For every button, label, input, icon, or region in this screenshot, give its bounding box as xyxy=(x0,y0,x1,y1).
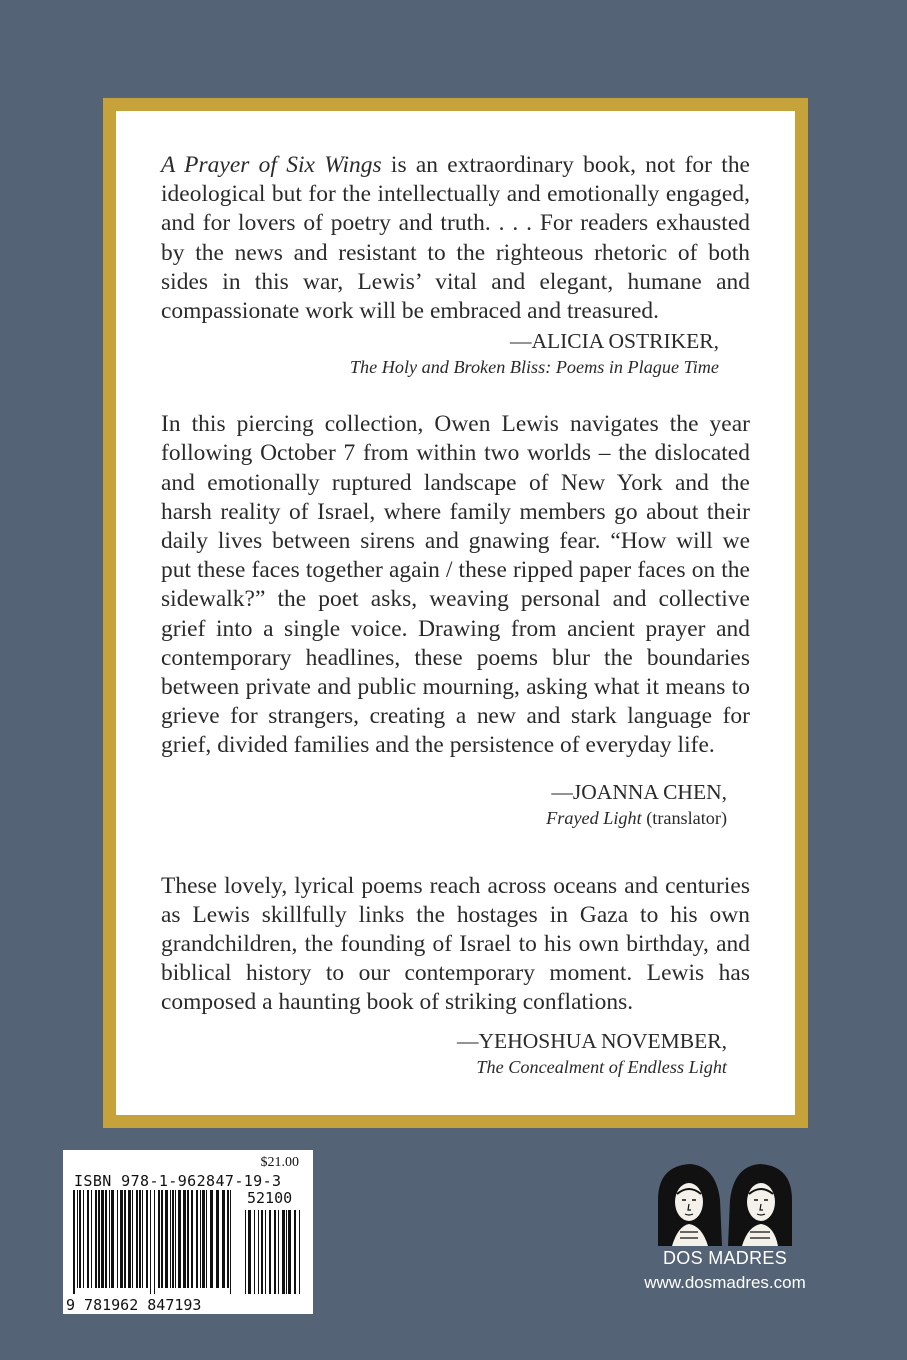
publisher-name: DOS MADRES xyxy=(662,1248,788,1268)
praise-quote: These lovely, lyrical poems reach across oceans and centuries as Lewis skillfully links the hostages in Gaza to his own grandchildren, the founding of Israel to his own birthday, and biblical history to our contemporary moment. Lewis has composed a haunting book of striking conflations. xyxy=(161,872,750,1016)
praise-author: —YEHOSHUA NOVEMBER, xyxy=(457,1028,727,1053)
praise-quote: In this piercing collection, Owen Lewis navigates the year following October 7 from within two worlds – the dislocated and emotionally ruptured landscape of New York and the harsh reality of Israel, where family members go about their daily lives between sirens and gnawing fear. “How will we put these faces together again / these ripped paper faces on the sidewalk?” the poet asks, weaving personal and collective grief into a single voice. Drawing from ancient prayer and contemporary headlines, these poems blur the boundaries between private and public mourning, asking what it means to grieve for strangers, creating a new and stark language for grief, divided families and the persistence of everyday life. xyxy=(161,411,750,759)
praise-block-ostriker xyxy=(161,151,750,379)
isbn-barcode xyxy=(63,1150,313,1314)
praise-text: is an extraordinary book, not for the ideological but for the intellectually and emotionally engaged, and for lovers of poetry and truth. . . . For readers exhausted by the news and resistant to the righteous rhetoric of both sides in this war, Lewis’ vital and elegant, humane and compassionate work will be embraced and treasured. xyxy=(161,152,750,325)
addon-digits: 52100 xyxy=(247,1189,293,1207)
price-label: $21.00 xyxy=(260,1155,299,1170)
praise-author-work: Frayed Light (translator) xyxy=(546,807,727,828)
praise-panel-inner xyxy=(116,111,795,1115)
praise-author-work: The Holy and Broken Bliss: Poems in Plague Time xyxy=(349,357,719,378)
praise-author: —JOANNA CHEN, xyxy=(551,779,727,804)
ean-digits: 9 781962 847193 xyxy=(66,1296,202,1314)
praise-quote xyxy=(161,151,750,326)
publisher-logo-icon xyxy=(650,1160,800,1246)
praise-author-work: The Concealment of Endless Light xyxy=(476,1056,727,1077)
book-title: A Prayer of Six Wings xyxy=(161,152,382,178)
praise-block-november xyxy=(161,872,750,1079)
publisher-block xyxy=(630,1160,820,1293)
praise-author: —ALICIA OSTRIKER, xyxy=(509,329,719,354)
praise-block-chen xyxy=(161,410,750,829)
praise-panel xyxy=(103,98,808,1128)
isbn-label: ISBN 978-1-962847-19-3 xyxy=(74,1172,282,1190)
publisher-url: www.dosmadres.com xyxy=(644,1273,806,1292)
